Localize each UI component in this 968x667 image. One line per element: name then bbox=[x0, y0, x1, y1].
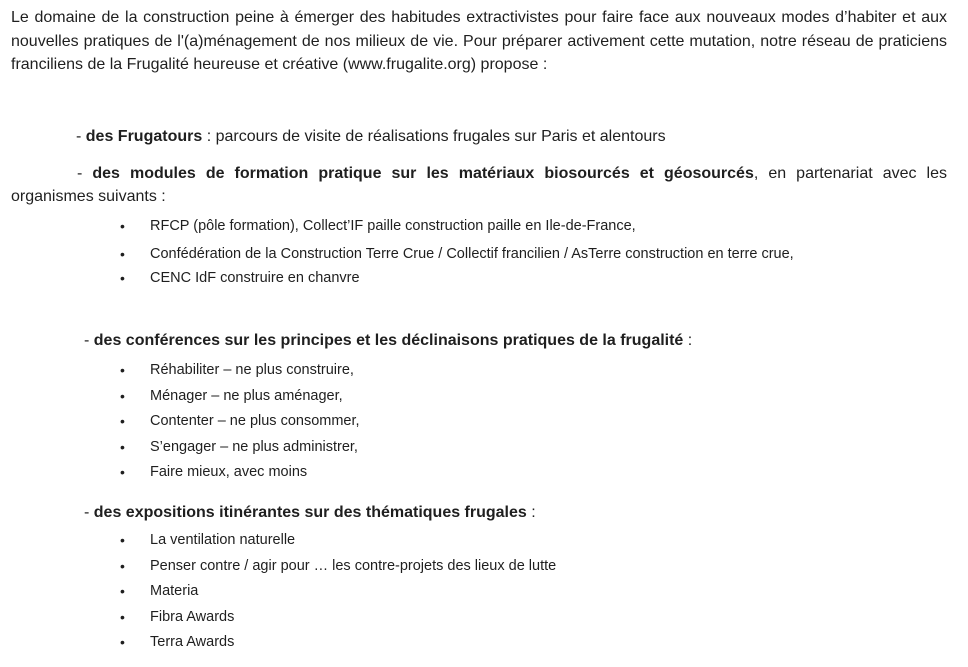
frugatours-text: : parcours de visite de réalisations frugales sur Paris et alentours bbox=[202, 128, 666, 145]
bullet-icon: • bbox=[120, 362, 125, 378]
bullet-icon: • bbox=[120, 532, 125, 548]
list-item: • La ventilation naturelle bbox=[150, 528, 950, 554]
list-item: • Fibra Awards bbox=[150, 605, 950, 631]
modules-text: , en partenariat avec les organismes suivants : bbox=[11, 165, 947, 205]
bullet-icon: • bbox=[120, 438, 125, 455]
bullet-icon: • bbox=[120, 557, 125, 574]
conferences-list bbox=[120, 358, 950, 486]
list-item: • RFCP (pôle formation), Collect’IF paille construction paille en Ile-de-France, bbox=[150, 214, 950, 240]
expositions-dash: - bbox=[84, 504, 94, 521]
bullet-icon: • bbox=[120, 583, 125, 599]
conferences-line bbox=[84, 330, 692, 352]
modules-paragraph bbox=[11, 162, 947, 208]
list-item: • Faire mieux, avec moins bbox=[150, 460, 950, 486]
conferences-title: des conférences sur les principes et les déclinaisons pratiques de la frugalité bbox=[93, 332, 684, 349]
conferences-text: : bbox=[683, 332, 693, 349]
intro-paragraph: Le domaine de la construction peine à émerger des habitudes extractivistes pour faire face aux nouveaux modes d’habiter et aux nouvelles pratiques de l'(a)ménagement de nos milieux de vie. Pour préparer activement cette mutation, notre réseau de praticiens franciliens de la Frugalité heureuse et créative (www.frugalite.org) propose : bbox=[11, 9, 947, 73]
list-item: • Ménager – ne plus aménager, bbox=[150, 384, 950, 410]
bullet-icon: • bbox=[120, 245, 125, 262]
bullet-icon: • bbox=[120, 413, 125, 429]
list-item: • Réhabiliter – ne plus construire, bbox=[150, 358, 950, 384]
frugatours-dash: - bbox=[76, 128, 86, 145]
list-item: • Terra Awards bbox=[150, 630, 950, 656]
modules-title: des modules de formation pratique sur les matériaux biosourcés et géosourcés bbox=[92, 165, 754, 182]
list-item: • Confédération de la Construction Terre Crue / Collectif francilien / AsTerre construction en terre crue, bbox=[120, 245, 794, 262]
list-item: • Penser contre / agir pour … les contre-projets des lieux de lutte bbox=[150, 554, 950, 580]
list-item: • CENC IdF construire en chanvre bbox=[150, 266, 950, 292]
list-item: • Contenter – ne plus consommer, bbox=[150, 409, 950, 435]
expositions-title: des expositions itinérantes sur des thématiques frugales bbox=[93, 504, 527, 521]
expositions-line bbox=[84, 502, 536, 524]
frugatours-title: des Frugatours bbox=[85, 128, 203, 145]
bullet-icon: • bbox=[120, 634, 125, 650]
list-item: • S’engager – ne plus administrer, bbox=[150, 435, 950, 461]
bullet-icon: • bbox=[120, 218, 125, 234]
list-item: • Materia bbox=[150, 579, 950, 605]
bullet-icon: • bbox=[120, 464, 125, 480]
bullet-icon: • bbox=[120, 269, 125, 286]
bullet-icon: • bbox=[120, 608, 125, 625]
conferences-dash: - bbox=[84, 332, 94, 349]
bullet-icon: • bbox=[120, 387, 125, 404]
expositions-text: : bbox=[526, 504, 536, 521]
modules-list bbox=[120, 214, 950, 291]
expositions-list bbox=[120, 528, 950, 656]
modules-dash: - bbox=[77, 165, 93, 182]
frugatours-line bbox=[76, 126, 666, 148]
